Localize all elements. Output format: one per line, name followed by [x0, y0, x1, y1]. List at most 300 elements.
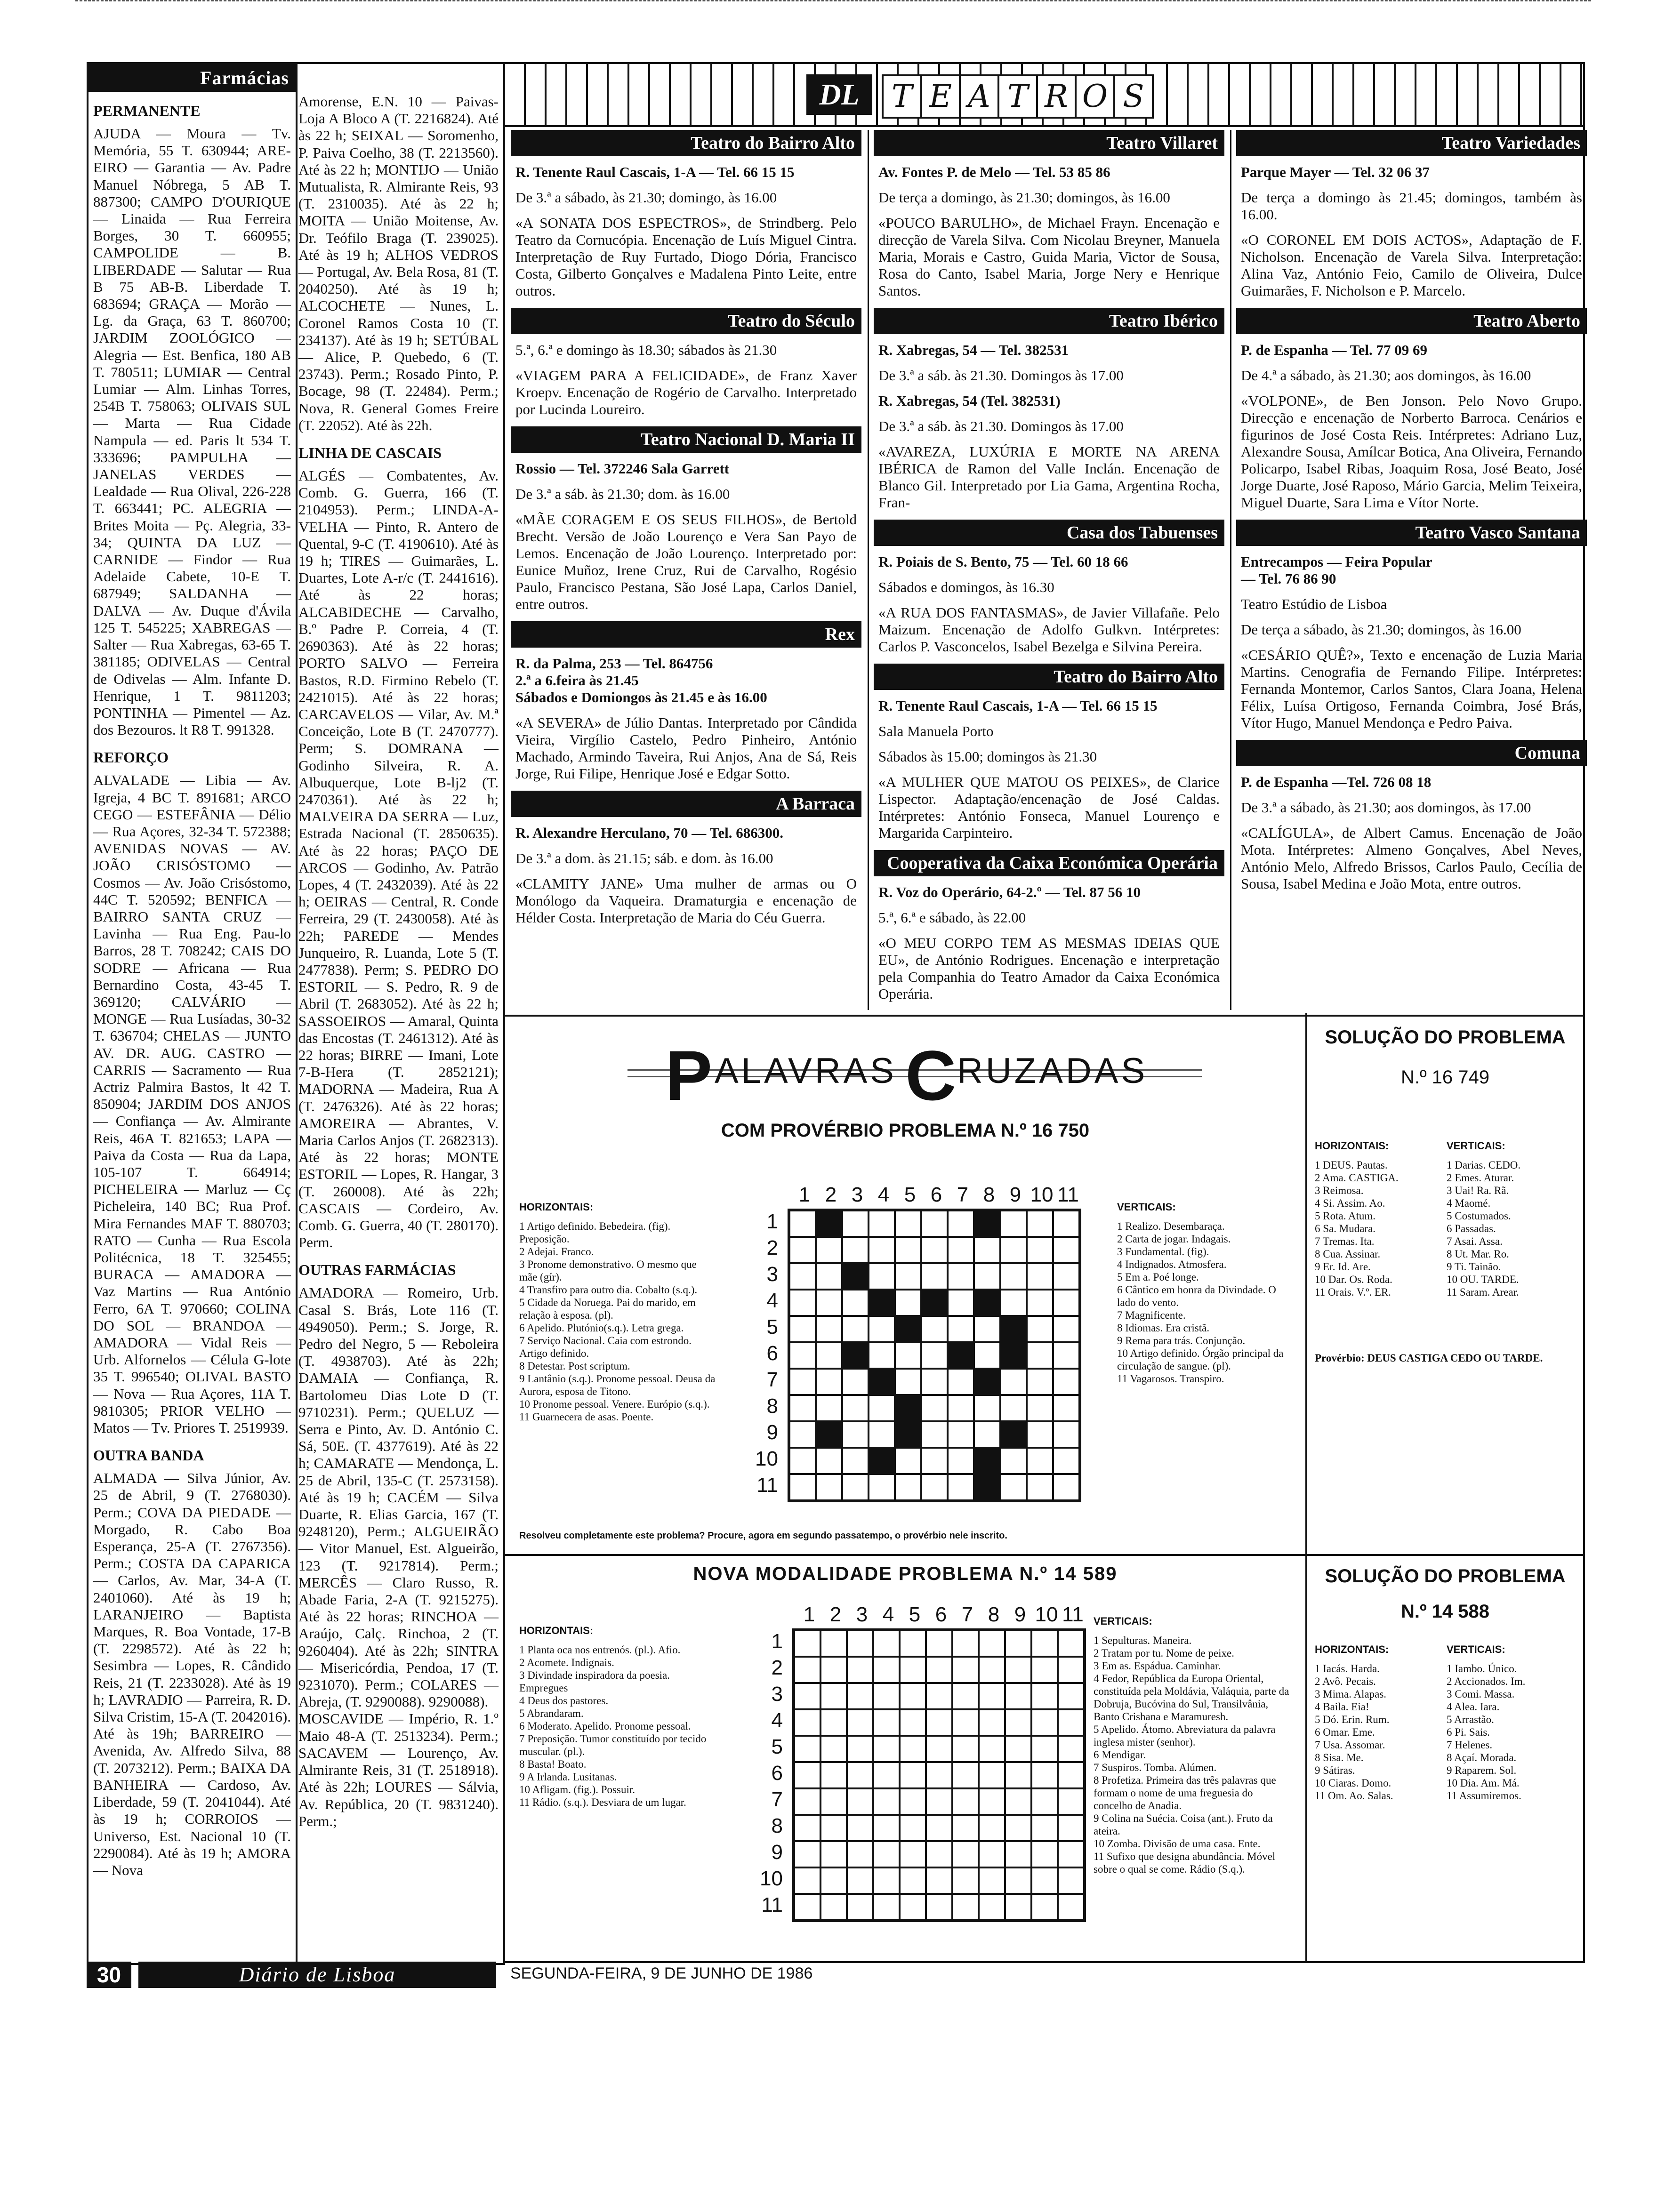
- black-square: [921, 1290, 948, 1316]
- grid-cell[interactable]: [921, 1342, 948, 1369]
- grid-cell[interactable]: [816, 1316, 842, 1342]
- grid-cell[interactable]: [926, 1894, 952, 1920]
- column-number: 4: [877, 1183, 890, 1206]
- grid-cell[interactable]: [900, 1736, 926, 1762]
- grid-cell[interactable]: [926, 1762, 952, 1788]
- grid-cell[interactable]: [1031, 1894, 1058, 1920]
- grid-cell[interactable]: [1031, 1630, 1058, 1657]
- grid-cell[interactable]: [1053, 1421, 1079, 1448]
- grid-cell[interactable]: [1005, 1867, 1031, 1894]
- grid-cell[interactable]: [820, 1894, 847, 1920]
- grid-cell[interactable]: [948, 1395, 974, 1421]
- theatre-column-2: [874, 130, 1224, 1011]
- grid-cell[interactable]: [926, 1867, 952, 1894]
- grid-cell[interactable]: [895, 1290, 921, 1316]
- theatre-venue-name: Teatro Aberto: [1236, 308, 1587, 334]
- grid-cell[interactable]: [974, 1316, 1000, 1342]
- grid-cell[interactable]: [847, 1762, 873, 1788]
- grid-cell[interactable]: [952, 1867, 979, 1894]
- grid-cell[interactable]: [842, 1395, 869, 1421]
- solution2-panel: [1307, 1566, 1583, 1622]
- grid-cell[interactable]: [820, 1841, 847, 1867]
- theatre-address: Entrecampos — Feira Popular — Tel. 76 86 90: [1241, 553, 1432, 587]
- crossword1-footnote: Resolveu completamente este problema? Procure, agora em segundo passatempo, o provérbio nele inscrito.: [519, 1531, 1007, 1541]
- grid-cell[interactable]: [1053, 1395, 1079, 1421]
- grid-cell[interactable]: [1027, 1474, 1053, 1500]
- grid-cell[interactable]: [895, 1210, 921, 1237]
- grid-cell[interactable]: [974, 1395, 1000, 1421]
- grid-cell[interactable]: [842, 1474, 869, 1500]
- grid-cell[interactable]: [974, 1421, 1000, 1448]
- grid-cell[interactable]: [1053, 1210, 1079, 1237]
- grid-cell[interactable]: [979, 1788, 1005, 1815]
- grid-cell[interactable]: [952, 1630, 979, 1657]
- grid-cell[interactable]: [1053, 1237, 1079, 1263]
- grid-cell[interactable]: [979, 1657, 1005, 1683]
- logo-word: ALAVRAS: [715, 1051, 897, 1091]
- black-square: [974, 1369, 1000, 1395]
- grid-cell[interactable]: [1031, 1762, 1058, 1788]
- grid-cell[interactable]: [873, 1894, 900, 1920]
- grid-cell[interactable]: [1005, 1736, 1031, 1762]
- grid-cell[interactable]: [1027, 1369, 1053, 1395]
- crossword2-subtitle: NOVA MODALIDADE PROBLEMA N.º 14 589: [693, 1563, 1118, 1584]
- grid-cell[interactable]: [873, 1815, 900, 1841]
- grid-cell[interactable]: [847, 1736, 873, 1762]
- grid-cell[interactable]: [794, 1841, 820, 1867]
- grid-cell[interactable]: [1027, 1342, 1053, 1369]
- grid-cell[interactable]: [842, 1316, 869, 1342]
- black-square: [895, 1395, 921, 1421]
- grid-cell[interactable]: [952, 1894, 979, 1920]
- grid-cell[interactable]: [816, 1395, 842, 1421]
- grid-cell[interactable]: [1005, 1709, 1031, 1736]
- grid-cell[interactable]: [816, 1474, 842, 1500]
- grid-cell[interactable]: [789, 1448, 816, 1474]
- grid-cell[interactable]: [820, 1867, 847, 1894]
- grid-cell[interactable]: [979, 1762, 1005, 1788]
- grid-cell[interactable]: [900, 1815, 926, 1841]
- grid-cell[interactable]: [1000, 1395, 1027, 1421]
- grid-cell[interactable]: [948, 1474, 974, 1500]
- grid-cell[interactable]: [952, 1736, 979, 1762]
- grid-cell[interactable]: [1058, 1841, 1084, 1867]
- grid-cell[interactable]: [847, 1630, 873, 1657]
- theatre-venue-name: Comuna: [1236, 740, 1587, 766]
- grid-cell[interactable]: [926, 1657, 952, 1683]
- column-number: 5: [904, 1183, 916, 1206]
- grid-cell[interactable]: [820, 1788, 847, 1815]
- grid-cell[interactable]: [1031, 1841, 1058, 1867]
- crossword1-horizontal-clues: [519, 1201, 717, 1423]
- grid-cell[interactable]: [820, 1630, 847, 1657]
- theatre-info: Sábados às 15.00; domingos às 21.30: [878, 748, 1097, 765]
- grid-cell[interactable]: [1000, 1263, 1027, 1290]
- grid-cell[interactable]: [842, 1290, 869, 1316]
- section-heading: OUTRA BANDA: [93, 1447, 204, 1464]
- grid-cell[interactable]: [948, 1237, 974, 1263]
- grid-cell[interactable]: [948, 1369, 974, 1395]
- grid-cell[interactable]: [926, 1736, 952, 1762]
- grid-cell[interactable]: [1058, 1815, 1084, 1841]
- grid-cell[interactable]: [948, 1210, 974, 1237]
- listing-text: ALMADA — Silva Júnior, Av. 25 de Abril, 9 (T. 2768030). Perm.; COVA DA PIEDADE — Morgado, R. Cabo Boa Esperança, 25-A (T. 2767356). Perm.; COSTA DA CAPARICA — Carlos, Av. Mar, 34-A (T. 2401060). Até às 19 h; LARANJEIRO — Baptista Marques, R. Boa Vontade, 17-B (T. 2298572). Até às 22 h; Sesimbra — Lopes, R. Cândido Reis, 21 (T. 2233028). Até às 19 h; LAVRADIO — Parreira, R. D. Silva Cristim, 15-A (T. 2042016). Até às 19h; BARREIRO — Avenida, Av. Alfredo Silva, 88 (T. 2073212). Perm.; BAIXA DA BANHEIRA — Cardoso, Av. Liberdade, 59 (T. 2041044). Até às 19 h; CORROIOS — Universo, Est. Nacional 10 (T. 2290084). Até às 19 h; AMORA — Nova: [93, 1470, 295, 1878]
- puzzles-section: [503, 1013, 1585, 1963]
- grid-cell[interactable]: [820, 1657, 847, 1683]
- theatre-info: De terça a sábado, às 21.30; domingos, às 16.00: [1241, 621, 1521, 638]
- grid-cell[interactable]: [952, 1709, 979, 1736]
- grid-cell[interactable]: [820, 1709, 847, 1736]
- grid-cell[interactable]: [847, 1788, 873, 1815]
- grid-cell[interactable]: [921, 1263, 948, 1290]
- grid-cell[interactable]: [820, 1762, 847, 1788]
- theatre-info: «A SEVERA» de Júlio Dantas. Interpretado por Cândida Vieira, Virgílio Castelo, Pedro Pinheiro, António Machado, Armindo Taveira, Rui Anjos, Ana de Sá, Reis Jorge, Rui Filipe, Henrique José e Edgar Sotto.: [515, 714, 861, 782]
- grid-cell[interactable]: [794, 1788, 820, 1815]
- theatre-address: R. Tenente Raul Cascais, 1-A — Tel. 66 15 15: [515, 164, 795, 180]
- grid-cell[interactable]: [926, 1683, 952, 1709]
- black-square: [1000, 1421, 1027, 1448]
- grid-cell[interactable]: [789, 1237, 816, 1263]
- logo-letter-p: P: [665, 1036, 713, 1115]
- grid-cell[interactable]: [1053, 1342, 1079, 1369]
- black-square: [1000, 1316, 1027, 1342]
- theatre-info: De 3.ª a sábado, às 21.30; domingo, às 16.00: [515, 189, 777, 206]
- theatre-info: Sala Manuela Porto: [878, 723, 994, 739]
- grid-cell[interactable]: [1053, 1369, 1079, 1395]
- grid-cell[interactable]: [842, 1210, 869, 1237]
- grid-cell[interactable]: [869, 1395, 895, 1421]
- theatre-info: «CESÁRIO QUÊ?», Texto e encenação de Luzia Maria Martins. Cenografia de Fernando Filipe. Intérpretes: Fernanda Montemor, Carlos Santos, Clara Joana, Helena Félix, Luísa Ortigoso, Fernanda Coimbra, José Brás, Vítor Hugo, Manuel Mendonça e Pedro Paiva.: [1241, 647, 1586, 731]
- grid-cell[interactable]: [948, 1263, 974, 1290]
- grid-cell[interactable]: [979, 1709, 1005, 1736]
- grid-cell[interactable]: [900, 1709, 926, 1736]
- grid-cell[interactable]: [948, 1316, 974, 1342]
- grid-cell[interactable]: [869, 1474, 895, 1500]
- grid-cell[interactable]: [1027, 1395, 1053, 1421]
- grid-cell[interactable]: [869, 1237, 895, 1263]
- grid-cell[interactable]: [869, 1421, 895, 1448]
- grid-cell[interactable]: [926, 1815, 952, 1841]
- grid-cell[interactable]: [869, 1263, 895, 1290]
- grid-cell[interactable]: [873, 1788, 900, 1815]
- grid-cell[interactable]: [1000, 1210, 1027, 1237]
- logo-letter-c: C: [905, 1036, 957, 1115]
- grid-cell[interactable]: [1000, 1369, 1027, 1395]
- grid-cell[interactable]: [1027, 1290, 1053, 1316]
- grid-cell[interactable]: [816, 1448, 842, 1474]
- grid-cell[interactable]: [1053, 1290, 1079, 1316]
- grid-cell[interactable]: [1000, 1474, 1027, 1500]
- grid-cell[interactable]: [816, 1237, 842, 1263]
- grid-cell[interactable]: [952, 1683, 979, 1709]
- column-number: 7: [957, 1183, 969, 1206]
- grid-cell[interactable]: [1058, 1630, 1084, 1657]
- grid-cell[interactable]: [895, 1342, 921, 1369]
- grid-cell[interactable]: [1058, 1867, 1084, 1894]
- crossword2-row-numbers: [745, 1628, 783, 1918]
- grid-cell[interactable]: [921, 1237, 948, 1263]
- grid-cell[interactable]: [1005, 1657, 1031, 1683]
- row-number: 7: [771, 1788, 783, 1811]
- theatre-header: [505, 64, 1583, 127]
- clues-text: 1 Artigo definido. Bebedeira. (fig). Preposição. 2 Adejai. Franco. 3 Pronome demonstrativo. O mesmo que mãe (gír). 4 Transfiro para outro dia. Cobalto (s.q.). 5 Cidade da Noruega. Pai do marido, em relação à esposa. (pl). 6 Apelido. Plutónio(s.q.). Letra grega. 7 Serviço Nacional. Caia com estrondo. Artigo definido. 8 Detestar. Post scriptum. 9 Lantânio (s.q.). Pronome pessoal. Deusa da Aurora, esposa de Titono. 10 Pronome pessoal. Venere. Európio (s.q.). 11 Guarnecera de asas. Poente.: [519, 1220, 716, 1423]
- grid-cell[interactable]: [1058, 1709, 1084, 1736]
- grid-cell[interactable]: [794, 1683, 820, 1709]
- grid-cell[interactable]: [847, 1683, 873, 1709]
- grid-cell[interactable]: [1000, 1290, 1027, 1316]
- section-heading: REFORÇO: [93, 749, 169, 766]
- grid-cell[interactable]: [952, 1788, 979, 1815]
- grid-cell[interactable]: [1005, 1762, 1031, 1788]
- crossword1-grid[interactable]: [788, 1209, 1081, 1502]
- grid-cell[interactable]: [974, 1237, 1000, 1263]
- grid-cell[interactable]: [842, 1237, 869, 1263]
- grid-cell[interactable]: [1053, 1316, 1079, 1342]
- grid-cell[interactable]: [794, 1815, 820, 1841]
- grid-cell[interactable]: [789, 1342, 816, 1369]
- grid-cell[interactable]: [1005, 1894, 1031, 1920]
- grid-cell[interactable]: [1027, 1421, 1053, 1448]
- grid-cell[interactable]: [873, 1867, 900, 1894]
- grid-cell[interactable]: [842, 1421, 869, 1448]
- theatre-info: «CLAMITY JANE» Uma mulher de armas ou O Monólogo da Vaqueira. Dramaturgia e encenação de Hélder Costa. Interpretação de Maria do Céu Guerra.: [515, 875, 861, 926]
- theatre-column-3: [1236, 130, 1587, 901]
- logo-word: RUZADAS: [957, 1051, 1148, 1091]
- grid-cell[interactable]: [820, 1815, 847, 1841]
- grid-cell[interactable]: [900, 1788, 926, 1815]
- theatre-info: «VOLPONE», de Ben Jonson. Pelo Novo Grupo. Direcção e encenação de Norberto Barroca. Cenários e figurinos de José Costa Reis. Intérpretes: Adriano Luz, Alexandre Sousa, Amílcar Botica, Ana Oliveira, Fernando Policarpo, Isabel Ribas, Joaquim Rosa, José Beato, José Jorge Duarte, José Raposo, Mário Garcia, Melim Teixeira, Miguel Duarte, Sara Lima e Vítor Norte.: [1241, 393, 1586, 511]
- grid-cell[interactable]: [816, 1290, 842, 1316]
- grid-cell[interactable]: [794, 1762, 820, 1788]
- grid-cell[interactable]: [926, 1630, 952, 1657]
- grid-cell[interactable]: [1005, 1683, 1031, 1709]
- grid-cell[interactable]: [921, 1421, 948, 1448]
- grid-cell[interactable]: [900, 1841, 926, 1867]
- column-number: 5: [909, 1603, 921, 1626]
- grid-cell[interactable]: [900, 1630, 926, 1657]
- grid-cell[interactable]: [921, 1316, 948, 1342]
- grid-cell[interactable]: [789, 1263, 816, 1290]
- grid-cell[interactable]: [873, 1657, 900, 1683]
- grid-cell[interactable]: [1031, 1815, 1058, 1841]
- grid-cell[interactable]: [847, 1894, 873, 1920]
- grid-cell[interactable]: [816, 1342, 842, 1369]
- grid-cell[interactable]: [979, 1815, 1005, 1841]
- grid-cell[interactable]: [789, 1210, 816, 1237]
- grid-cell[interactable]: [1031, 1736, 1058, 1762]
- crossword2-column-numbers: [796, 1603, 1086, 1627]
- black-square: [948, 1342, 974, 1369]
- grid-cell[interactable]: [895, 1448, 921, 1474]
- crossword1-row-numbers: [740, 1209, 778, 1499]
- black-square: [974, 1290, 1000, 1316]
- grid-cell[interactable]: [926, 1709, 952, 1736]
- grid-cell[interactable]: [926, 1841, 952, 1867]
- grid-cell[interactable]: [979, 1630, 1005, 1657]
- pharmacies-column-a: [87, 62, 298, 1965]
- grid-cell[interactable]: [979, 1683, 1005, 1709]
- grid-cell[interactable]: [948, 1290, 974, 1316]
- grid-cell[interactable]: [921, 1369, 948, 1395]
- grid-cell[interactable]: [1000, 1448, 1027, 1474]
- clues-heading: VERTICAIS:: [1447, 1140, 1505, 1152]
- grid-cell[interactable]: [1031, 1709, 1058, 1736]
- grid-cell[interactable]: [974, 1342, 1000, 1369]
- row-number: 9: [766, 1421, 778, 1444]
- grid-cell[interactable]: [869, 1210, 895, 1237]
- grid-cell[interactable]: [794, 1894, 820, 1920]
- grid-cell[interactable]: [847, 1841, 873, 1867]
- grid-cell[interactable]: [1027, 1237, 1053, 1263]
- grid-cell[interactable]: [789, 1395, 816, 1421]
- grid-cell[interactable]: [1031, 1683, 1058, 1709]
- grid-cell[interactable]: [789, 1316, 816, 1342]
- grid-cell[interactable]: [1005, 1788, 1031, 1815]
- title-letter: T: [997, 74, 1038, 119]
- grid-cell[interactable]: [952, 1762, 979, 1788]
- column-number: 2: [825, 1183, 837, 1206]
- grid-cell[interactable]: [900, 1762, 926, 1788]
- grid-cell[interactable]: [895, 1474, 921, 1500]
- grid-cell[interactable]: [895, 1237, 921, 1263]
- grid-cell[interactable]: [794, 1867, 820, 1894]
- grid-cell[interactable]: [1000, 1237, 1027, 1263]
- grid-cell[interactable]: [952, 1815, 979, 1841]
- clues-heading: VERTICAIS:: [1094, 1615, 1152, 1627]
- grid-cell[interactable]: [842, 1448, 869, 1474]
- grid-cell[interactable]: [1031, 1657, 1058, 1683]
- grid-cell[interactable]: [1058, 1657, 1084, 1683]
- grid-cell[interactable]: [1027, 1263, 1053, 1290]
- section-heading: PERMANENTE: [93, 102, 201, 119]
- column-number: 4: [882, 1603, 894, 1626]
- crossword2-grid[interactable]: [792, 1628, 1086, 1922]
- grid-cell[interactable]: [979, 1841, 1005, 1867]
- column-number: 7: [961, 1603, 973, 1626]
- theatre-info: «AVAREZA, LUXÚRIA E MORTE NA ARENA IBÉRICA de Ramon del Valle Inclán. Encenação de Blanco Gil. Interpretado por Lia Gama, Argentina Rocha, Fran-: [878, 443, 1223, 511]
- grid-cell[interactable]: [895, 1263, 921, 1290]
- grid-cell[interactable]: [948, 1421, 974, 1448]
- grid-cell[interactable]: [820, 1683, 847, 1709]
- row-number: 10: [760, 1867, 783, 1890]
- dl-logo: DL: [806, 74, 872, 115]
- grid-cell[interactable]: [921, 1448, 948, 1474]
- theatre-info: 5.ª, 6.ª e sábado, às 22.00: [878, 909, 1026, 926]
- grid-cell[interactable]: [873, 1762, 900, 1788]
- grid-cell[interactable]: [1058, 1894, 1084, 1920]
- grid-cell[interactable]: [1058, 1683, 1084, 1709]
- grid-cell[interactable]: [1005, 1815, 1031, 1841]
- grid-cell[interactable]: [1053, 1474, 1079, 1500]
- grid-cell[interactable]: [979, 1736, 1005, 1762]
- row-number: 4: [766, 1289, 778, 1312]
- grid-cell[interactable]: [816, 1369, 842, 1395]
- grid-cell[interactable]: [820, 1736, 847, 1762]
- grid-cell[interactable]: [952, 1657, 979, 1683]
- theatre-section: [503, 62, 1585, 1017]
- theatre-address: Rossio — Tel. 372246 Sala Garrett: [515, 460, 730, 477]
- grid-cell[interactable]: [794, 1709, 820, 1736]
- grid-cell[interactable]: [1058, 1736, 1084, 1762]
- grid-cell[interactable]: [900, 1867, 926, 1894]
- solution-number: N.º 14 588: [1400, 1601, 1490, 1622]
- grid-cell[interactable]: [789, 1474, 816, 1500]
- grid-cell[interactable]: [1005, 1841, 1031, 1867]
- black-square: [869, 1290, 895, 1316]
- puzzle-divider: [505, 1554, 1583, 1556]
- column-number: 9: [1009, 1183, 1022, 1206]
- grid-cell[interactable]: [921, 1395, 948, 1421]
- crossword2-horizontal-clues: [519, 1625, 717, 1809]
- grid-cell[interactable]: [1058, 1788, 1084, 1815]
- grid-cell[interactable]: [921, 1210, 948, 1237]
- grid-cell[interactable]: [1053, 1263, 1079, 1290]
- grid-cell[interactable]: [789, 1421, 816, 1448]
- grid-cell[interactable]: [948, 1448, 974, 1474]
- grid-cell[interactable]: [869, 1342, 895, 1369]
- theatre-info: 5.ª, 6.ª e domingo às 18.30; sábados às 21.30: [515, 342, 777, 358]
- grid-cell[interactable]: [789, 1290, 816, 1316]
- grid-cell[interactable]: [847, 1657, 873, 1683]
- grid-cell[interactable]: [895, 1369, 921, 1395]
- grid-cell[interactable]: [847, 1709, 873, 1736]
- grid-cell[interactable]: [873, 1736, 900, 1762]
- grid-cell[interactable]: [794, 1657, 820, 1683]
- grid-cell[interactable]: [900, 1683, 926, 1709]
- pharmacies-column-b-body: [294, 93, 503, 1830]
- grid-cell[interactable]: [847, 1815, 873, 1841]
- grid-cell[interactable]: [1058, 1762, 1084, 1788]
- theatre-address: R. Xabregas, 54 (Tel. 382531): [878, 393, 1061, 409]
- row-number: 6: [766, 1342, 778, 1365]
- grid-cell[interactable]: [921, 1474, 948, 1500]
- grid-cell[interactable]: [847, 1867, 873, 1894]
- theatre-info: «O CORONEL EM DOIS ACTOS», Adaptação de F. Nicholson. Encenação de Varela Silva. Interpretação: Alina Vaz, António Feio, Camilo de Oliveira, Dulce Guimarães, F. Nicholson e P. Marcelo.: [1241, 232, 1586, 299]
- grid-cell[interactable]: [789, 1369, 816, 1395]
- grid-cell[interactable]: [842, 1369, 869, 1395]
- grid-cell[interactable]: [794, 1736, 820, 1762]
- theatre-address: R. Xabregas, 54 — Tel. 382531: [878, 342, 1069, 358]
- grid-cell[interactable]: [873, 1630, 900, 1657]
- grid-cell[interactable]: [979, 1867, 1005, 1894]
- grid-cell[interactable]: [900, 1894, 926, 1920]
- grid-cell[interactable]: [873, 1841, 900, 1867]
- grid-cell[interactable]: [926, 1788, 952, 1815]
- grid-cell[interactable]: [873, 1709, 900, 1736]
- grid-cell[interactable]: [1031, 1788, 1058, 1815]
- grid-cell[interactable]: [794, 1630, 820, 1657]
- grid-cell[interactable]: [1053, 1448, 1079, 1474]
- solution1-panel: [1307, 1027, 1583, 1088]
- column-divider: [868, 130, 869, 1010]
- grid-cell[interactable]: [900, 1657, 926, 1683]
- grid-cell[interactable]: [1027, 1448, 1053, 1474]
- grid-cell[interactable]: [1031, 1867, 1058, 1894]
- row-number: 5: [771, 1735, 783, 1758]
- grid-cell[interactable]: [974, 1263, 1000, 1290]
- grid-cell[interactable]: [1027, 1316, 1053, 1342]
- grid-cell[interactable]: [979, 1894, 1005, 1920]
- grid-cell[interactable]: [869, 1316, 895, 1342]
- row-number: 2: [766, 1236, 778, 1259]
- grid-cell[interactable]: [1005, 1630, 1031, 1657]
- theatre-info: De 3.ª a sábado, às 21.30; aos domingos, às 17.00: [1241, 799, 1531, 816]
- grid-cell[interactable]: [952, 1841, 979, 1867]
- theatre-info: De 3.ª a dom. às 21.15; sáb. e dom. às 16.00: [515, 850, 773, 866]
- grid-cell[interactable]: [873, 1683, 900, 1709]
- grid-cell[interactable]: [816, 1263, 842, 1290]
- grid-cell[interactable]: [1027, 1210, 1053, 1237]
